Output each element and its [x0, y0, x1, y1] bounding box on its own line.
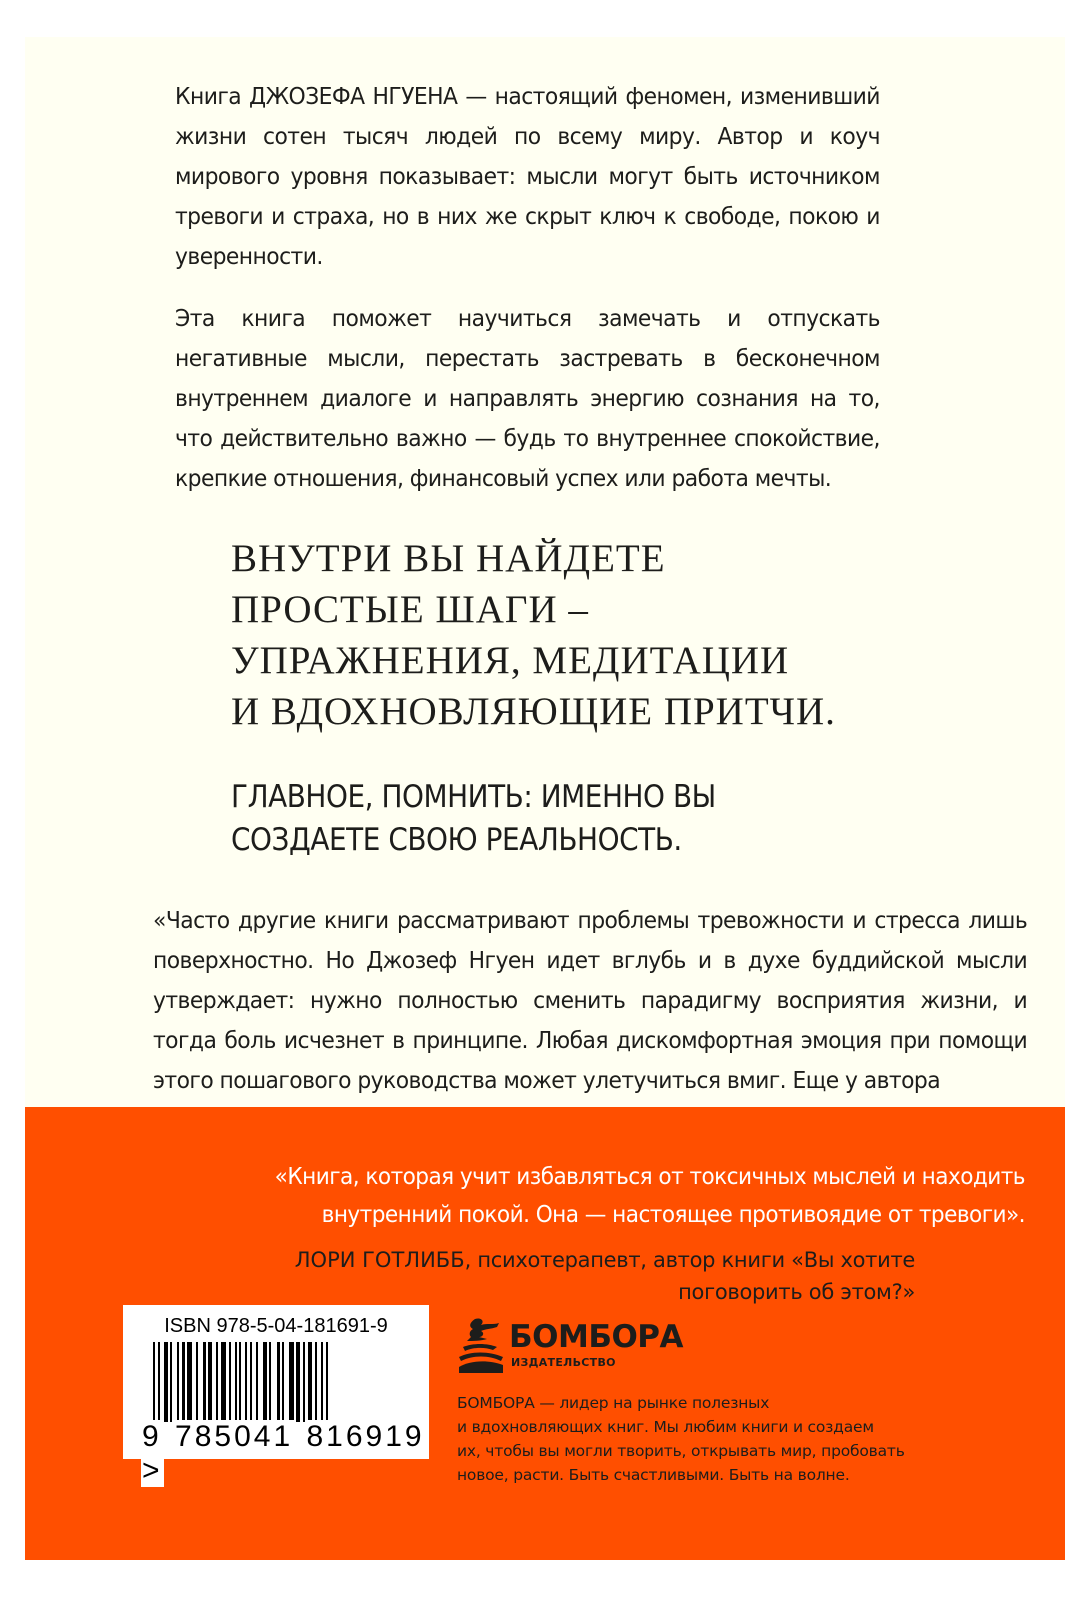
main-message-line: СОЗДАЕТЕ СВОЮ РЕАЛЬНОСТЬ.	[231, 822, 682, 858]
orange-panel	[25, 1107, 1065, 1560]
publisher-subtitle: ИЗДАТЕЛЬСТВО	[511, 1356, 616, 1369]
inside-heading-line: ПРОСТЫЕ ШАГИ –	[231, 588, 589, 631]
quote-line: «Книга, которая учит избавляться от токсичных мыслей и находить	[274, 1162, 1025, 1190]
inside-heading-line: И ВДОХНОВЛЯЮЩИЕ ПРИТЧИ.	[231, 690, 836, 733]
benefit-paragraph: Эта книга поможет научиться замечать и отпускать негативные мысли, перестать застревать в бесконечном внутреннем диалоге и направлять энергию сознания на то, что действительно важно — будь то внутреннее спокойствие, крепкие отношения, финансовый успех или работа мечты.	[175, 304, 880, 492]
publisher-desc-line: БОМБОРА — лидер на рынке полезных	[457, 1394, 770, 1412]
author-role-cont: поговорить об этом?»	[678, 1280, 915, 1304]
inside-heading-line: УПРАЖНЕНИЯ, МЕДИТАЦИИ	[231, 639, 790, 682]
endorsement-attribution	[155, 1244, 915, 1308]
inside-heading	[231, 533, 836, 737]
ean-digits	[141, 1420, 431, 1488]
cream-panel	[25, 37, 1065, 1107]
ean-group-2: 816919	[306, 1420, 425, 1453]
barcode-box	[123, 1305, 429, 1487]
publisher-desc-line: их, чтобы вы могли творить, открывать мир, пробовать	[457, 1442, 905, 1460]
quote-line: внутренний покой. Она — настоящее противоядие от тревоги».	[321, 1200, 1025, 1228]
book-back-cover	[25, 37, 1065, 1560]
ean-first-digit: 9	[142, 1420, 162, 1453]
publisher-desc-line: и вдохновляющих книг. Мы любим книги и создаем	[457, 1418, 874, 1436]
publisher-name: БОМБОРА	[509, 1319, 684, 1355]
author-role: , психотерапевт, автор книги «Вы хотите	[464, 1248, 915, 1272]
ean-group-1: 785041	[175, 1420, 294, 1453]
publisher-desc-line: новое, расти. Быть счастливыми. Быть на волне.	[457, 1466, 850, 1484]
main-message	[231, 776, 716, 862]
inside-heading-line: ВНУТРИ ВЫ НАЙДЕТЕ	[231, 537, 666, 580]
intro-paragraph: Книга ДЖОЗЕФА НГУЕНА — настоящий феномен, изменивший жизни сотен тысяч людей по всему миру. Автор и коуч мирового уровня показывает: мысли могут быть источником тревоги и страха, но в них же скрыт ключ к свободе, покою и уверенности.	[175, 82, 880, 270]
review-paragraph: «Часто другие книги рассматривают проблемы тревожности и стресса лишь поверхностно. Но Джозеф Нгуен идет вглубь и в духе буддийской мысли утверждает: нужно полностью сменить парадигму восприятия жизни, и тогда боль исчезнет в принципе. Любая дискомфортная эмоция при помощи этого пошагового руководства может улетучиться вмиг. Еще у автора	[153, 906, 1028, 1094]
isbn-label: ISBN 978-5-04-181691-9	[164, 1315, 388, 1337]
bombora-surfer-icon	[457, 1317, 505, 1375]
publisher-description	[457, 1391, 927, 1487]
main-message-line: ГЛАВНОЕ, ПОМНИТЬ: ИМЕННО ВЫ	[231, 779, 716, 815]
endorsement-quote	[197, 1157, 1025, 1233]
author-name: ЛОРИ ГОТЛИББ	[294, 1248, 465, 1272]
ean-end-mark: >	[142, 1454, 163, 1487]
publisher-logo	[457, 1317, 684, 1377]
